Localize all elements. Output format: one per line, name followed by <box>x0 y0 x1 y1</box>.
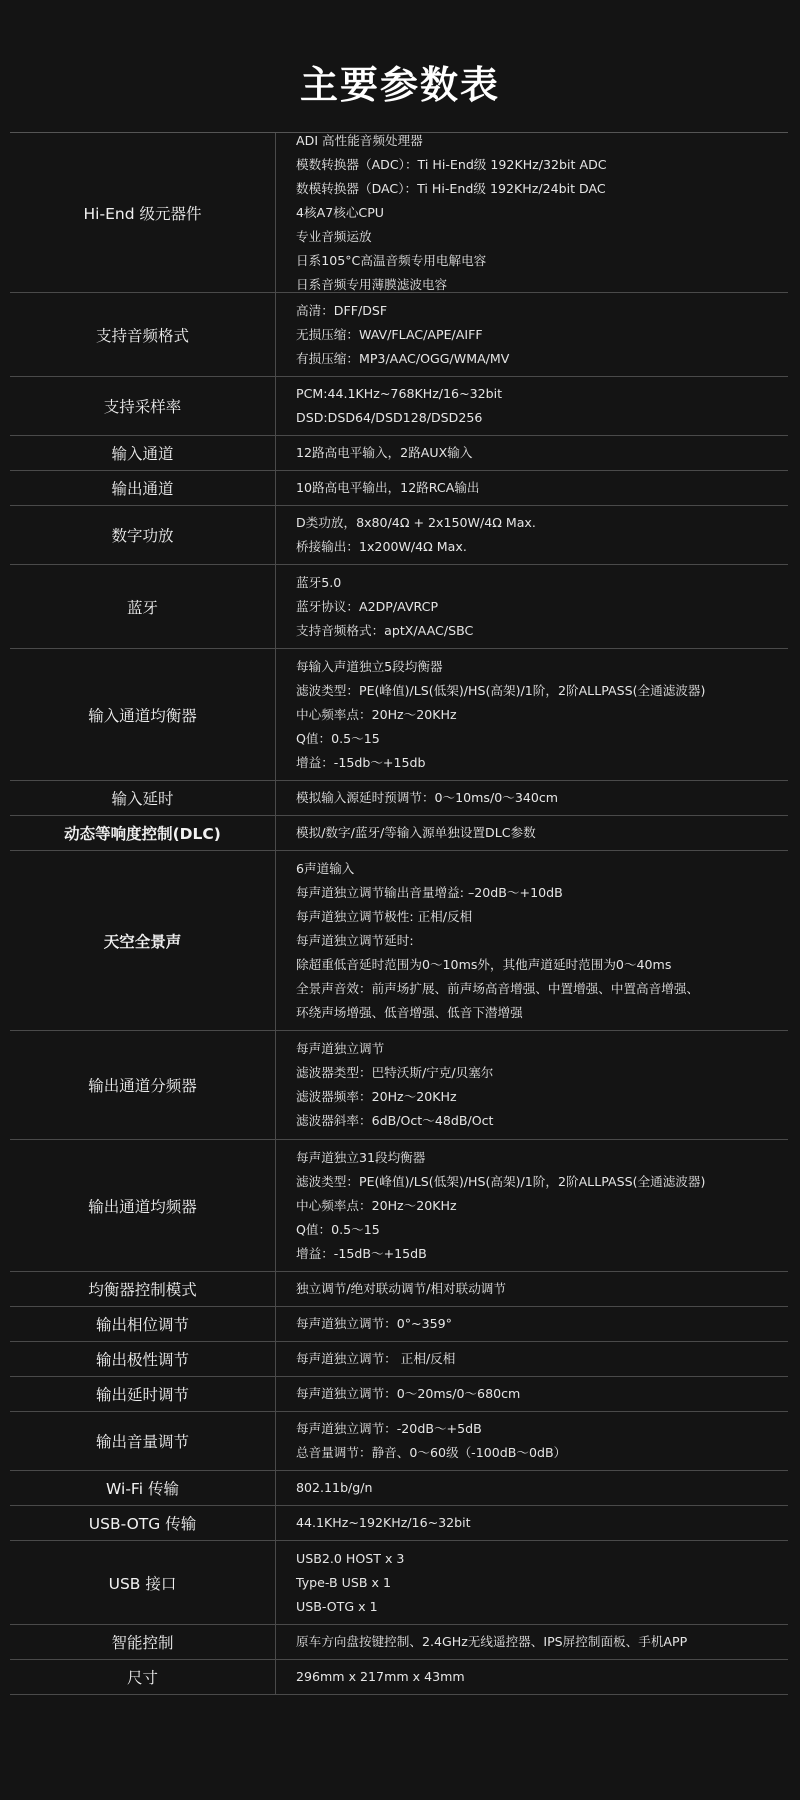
spec-label: 智能控制 <box>10 1625 276 1659</box>
spec-value-line: 12路高电平输入，2路AUX输入 <box>296 445 473 460</box>
spec-values <box>276 851 788 1030</box>
spec-value-line: 每声道独立调节极性: 正相/反相 <box>296 908 473 924</box>
spec-values <box>276 1625 788 1659</box>
spec-value-line: 10路高电平输出，12路RCA输出 <box>296 480 480 495</box>
spec-label: 天空全景声 <box>10 851 276 1030</box>
spec-value-line: 每声道独立调节：0°~359° <box>296 1316 452 1331</box>
spec-values <box>276 293 788 376</box>
spec-values <box>276 1272 788 1306</box>
spec-value-line: 每声道独立调节输出音量增益: –20dB～+10dB <box>296 884 563 900</box>
spec-value-line: Q值：0.5～15 <box>296 1221 380 1237</box>
spec-value-line: 滤波类型：PE(峰值)/LS(低架)/HS(高架)/1阶，2阶ALLPASS(全通滤波器) <box>296 682 706 698</box>
spec-value-line: Q值：0.5～15 <box>296 730 380 746</box>
spec-values <box>276 1541 788 1624</box>
spec-label: USB 接口 <box>10 1541 276 1624</box>
spec-value-line: 每声道独立调节 <box>296 1041 385 1056</box>
spec-value-line: 模拟/数字/蓝牙/等输入源单独设置DLC参数 <box>296 825 536 840</box>
spec-value-line: 蓝牙5.0 <box>296 574 342 590</box>
spec-value-line: USB-OTG x 1 <box>296 1598 378 1614</box>
spec-value-line: 296mm x 217mm x 43mm <box>296 1669 465 1684</box>
spec-value-line: 每声道独立31段均衡器 <box>296 1149 426 1165</box>
spec-label: 支持音频格式 <box>10 293 276 376</box>
spec-label: 蓝牙 <box>10 565 276 648</box>
spec-values <box>276 1342 788 1376</box>
spec-value-line: 802.11b/g/n <box>296 1480 373 1495</box>
spec-value-line: 每声道独立调节：-20dB～+5dB <box>296 1421 482 1436</box>
table-row <box>10 1031 788 1140</box>
spec-value-line: PCM:44.1KHz~768KHz/16~32bit <box>296 386 503 401</box>
spec-value-line: 独立调节/绝对联动调节/相对联动调节 <box>296 1281 506 1296</box>
spec-label: Hi-End 级元器件 <box>10 133 276 292</box>
spec-label: 输出极性调节 <box>10 1342 276 1376</box>
table-row <box>10 1660 788 1695</box>
spec-label: 输出相位调节 <box>10 1307 276 1341</box>
spec-label: 输入通道均衡器 <box>10 649 276 780</box>
spec-values <box>276 436 788 470</box>
table-row <box>10 1307 788 1342</box>
spec-label: 输出延时调节 <box>10 1377 276 1411</box>
spec-value-line: 无损压缩：WAV/FLAC/APE/AIFF <box>296 326 483 342</box>
spec-label: 支持采样率 <box>10 377 276 435</box>
spec-table <box>10 132 788 1695</box>
spec-value-line: 桥接输出：1x200W/4Ω Max. <box>296 539 467 554</box>
spec-value-line: 高清：DFF/DSF <box>296 302 388 318</box>
spec-values <box>276 1412 788 1470</box>
table-row <box>10 1412 788 1471</box>
spec-value-line: 中心频率点：20Hz～20KHz <box>296 1197 457 1213</box>
spec-value-line: 模拟输入源延时预调节：0～10ms/0～340cm <box>296 790 559 805</box>
spec-label: 尺寸 <box>10 1660 276 1694</box>
spec-values <box>276 1660 788 1694</box>
table-row <box>10 851 788 1031</box>
spec-value-line: 滤波类型：PE(峰值)/LS(低架)/HS(高架)/1阶，2阶ALLPASS(全通滤波器) <box>296 1173 706 1189</box>
table-row <box>10 377 788 436</box>
spec-value-line: 支持音频格式：aptX/AAC/SBC <box>296 622 474 638</box>
table-row <box>10 1541 788 1625</box>
spec-values <box>276 471 788 505</box>
table-row <box>10 133 788 293</box>
spec-label: 均衡器控制模式 <box>10 1272 276 1306</box>
spec-values <box>276 506 788 564</box>
spec-values <box>276 1031 788 1139</box>
table-row <box>10 293 788 377</box>
spec-value-line: 专业音频运放 <box>296 228 372 244</box>
table-row <box>10 1506 788 1541</box>
spec-value-line: 日系105°C高温音频专用电解电容 <box>296 252 487 268</box>
spec-values <box>276 816 788 850</box>
spec-value-line: Type-B USB x 1 <box>296 1574 391 1590</box>
spec-value-line: USB2.0 HOST x 3 <box>296 1550 405 1566</box>
spec-value-line: 每声道独立调节： 正相/反相 <box>296 1351 456 1366</box>
spec-value-line: 每输入声道独立5段均衡器 <box>296 658 443 674</box>
spec-values <box>276 1377 788 1411</box>
table-row <box>10 471 788 506</box>
table-row <box>10 1377 788 1412</box>
spec-label: 输出通道均频器 <box>10 1140 276 1271</box>
spec-values <box>276 1471 788 1505</box>
spec-value-line: DSD:DSD64/DSD128/DSD256 <box>296 410 483 425</box>
spec-value-line: 滤波器频率：20Hz～20KHz <box>296 1089 457 1104</box>
spec-value-line: ADI 高性能音频处理器 <box>296 132 423 148</box>
page-title: 主要参数表 <box>299 63 500 107</box>
table-row <box>10 781 788 816</box>
spec-value-line: 滤波器斜率：6dB/Oct～48dB/Oct <box>296 1113 494 1128</box>
spec-value-line: 原车方向盘按键控制、2.4GHz无线遥控器、IPS屏控制面板、手机APP <box>296 1634 688 1649</box>
spec-value-line: 滤波器类型：巴特沃斯/宁克/贝塞尔 <box>296 1065 494 1080</box>
spec-values <box>276 133 788 292</box>
spec-label: 输出通道分频器 <box>10 1031 276 1139</box>
spec-values <box>276 565 788 648</box>
table-row <box>10 1471 788 1506</box>
spec-value-line: 6声道输入 <box>296 860 355 876</box>
spec-value-line: 增益：-15dB～+15dB <box>296 1245 427 1261</box>
spec-values <box>276 781 788 815</box>
spec-value-line: 中心频率点：20Hz～20KHz <box>296 706 457 722</box>
table-row <box>10 649 788 781</box>
spec-values <box>276 1307 788 1341</box>
table-row <box>10 1625 788 1660</box>
spec-label: 输入通道 <box>10 436 276 470</box>
spec-label: 动态等响度控制(DLC) <box>10 816 276 850</box>
table-row <box>10 1272 788 1307</box>
spec-label: Wi-Fi 传输 <box>10 1471 276 1505</box>
spec-label: 输出音量调节 <box>10 1412 276 1470</box>
spec-label: 数字功放 <box>10 506 276 564</box>
spec-label: 输出通道 <box>10 471 276 505</box>
spec-value-line: 环绕声场增强、低音增强、低音下潜增强 <box>296 1004 523 1020</box>
spec-values <box>276 377 788 435</box>
spec-value-line: 每声道独立调节延时: <box>296 932 414 948</box>
spec-value-line: 每声道独立调节：0～20ms/0～680cm <box>296 1386 521 1401</box>
spec-values <box>276 1140 788 1271</box>
table-row <box>10 436 788 471</box>
spec-value-line: D类功放，8x80/4Ω + 2x150W/4Ω Max. <box>296 515 536 530</box>
table-row <box>10 1342 788 1377</box>
spec-value-line: 模数转换器（ADC）：Ti Hi-End级 192KHz/32bit ADC <box>296 156 607 172</box>
spec-values <box>276 649 788 780</box>
spec-value-line: 日系音频专用薄膜滤波电容 <box>296 276 448 292</box>
table-row <box>10 816 788 851</box>
spec-value-line: 4核A7核心CPU <box>296 204 385 220</box>
table-row <box>10 1140 788 1272</box>
spec-value-line: 全景声音效：前声场扩展、前声场高音增强、中置增强、中置高音增强、 <box>296 980 699 996</box>
spec-label: USB-OTG 传输 <box>10 1506 276 1540</box>
spec-value-line: 总音量调节：静音、0～60级（-100dB～0dB） <box>296 1445 567 1460</box>
spec-value-line: 蓝牙协议：A2DP/AVRCP <box>296 598 439 614</box>
spec-value-line: 数模转换器（DAC）：Ti Hi-End级 192KHz/24bit DAC <box>296 180 606 196</box>
spec-value-line: 44.1KHz~192KHz/16~32bit <box>296 1515 471 1530</box>
spec-label: 输入延时 <box>10 781 276 815</box>
spec-value-line: 除超重低音延时范围为0～10ms外，其他声道延时范围为0～40ms <box>296 956 672 972</box>
table-row <box>10 565 788 649</box>
table-row <box>10 506 788 565</box>
spec-value-line: 有损压缩：MP3/AAC/OGG/WMA/MV <box>296 350 510 366</box>
spec-value-line: 增益：-15db～+15db <box>296 754 426 770</box>
spec-values <box>276 1506 788 1540</box>
